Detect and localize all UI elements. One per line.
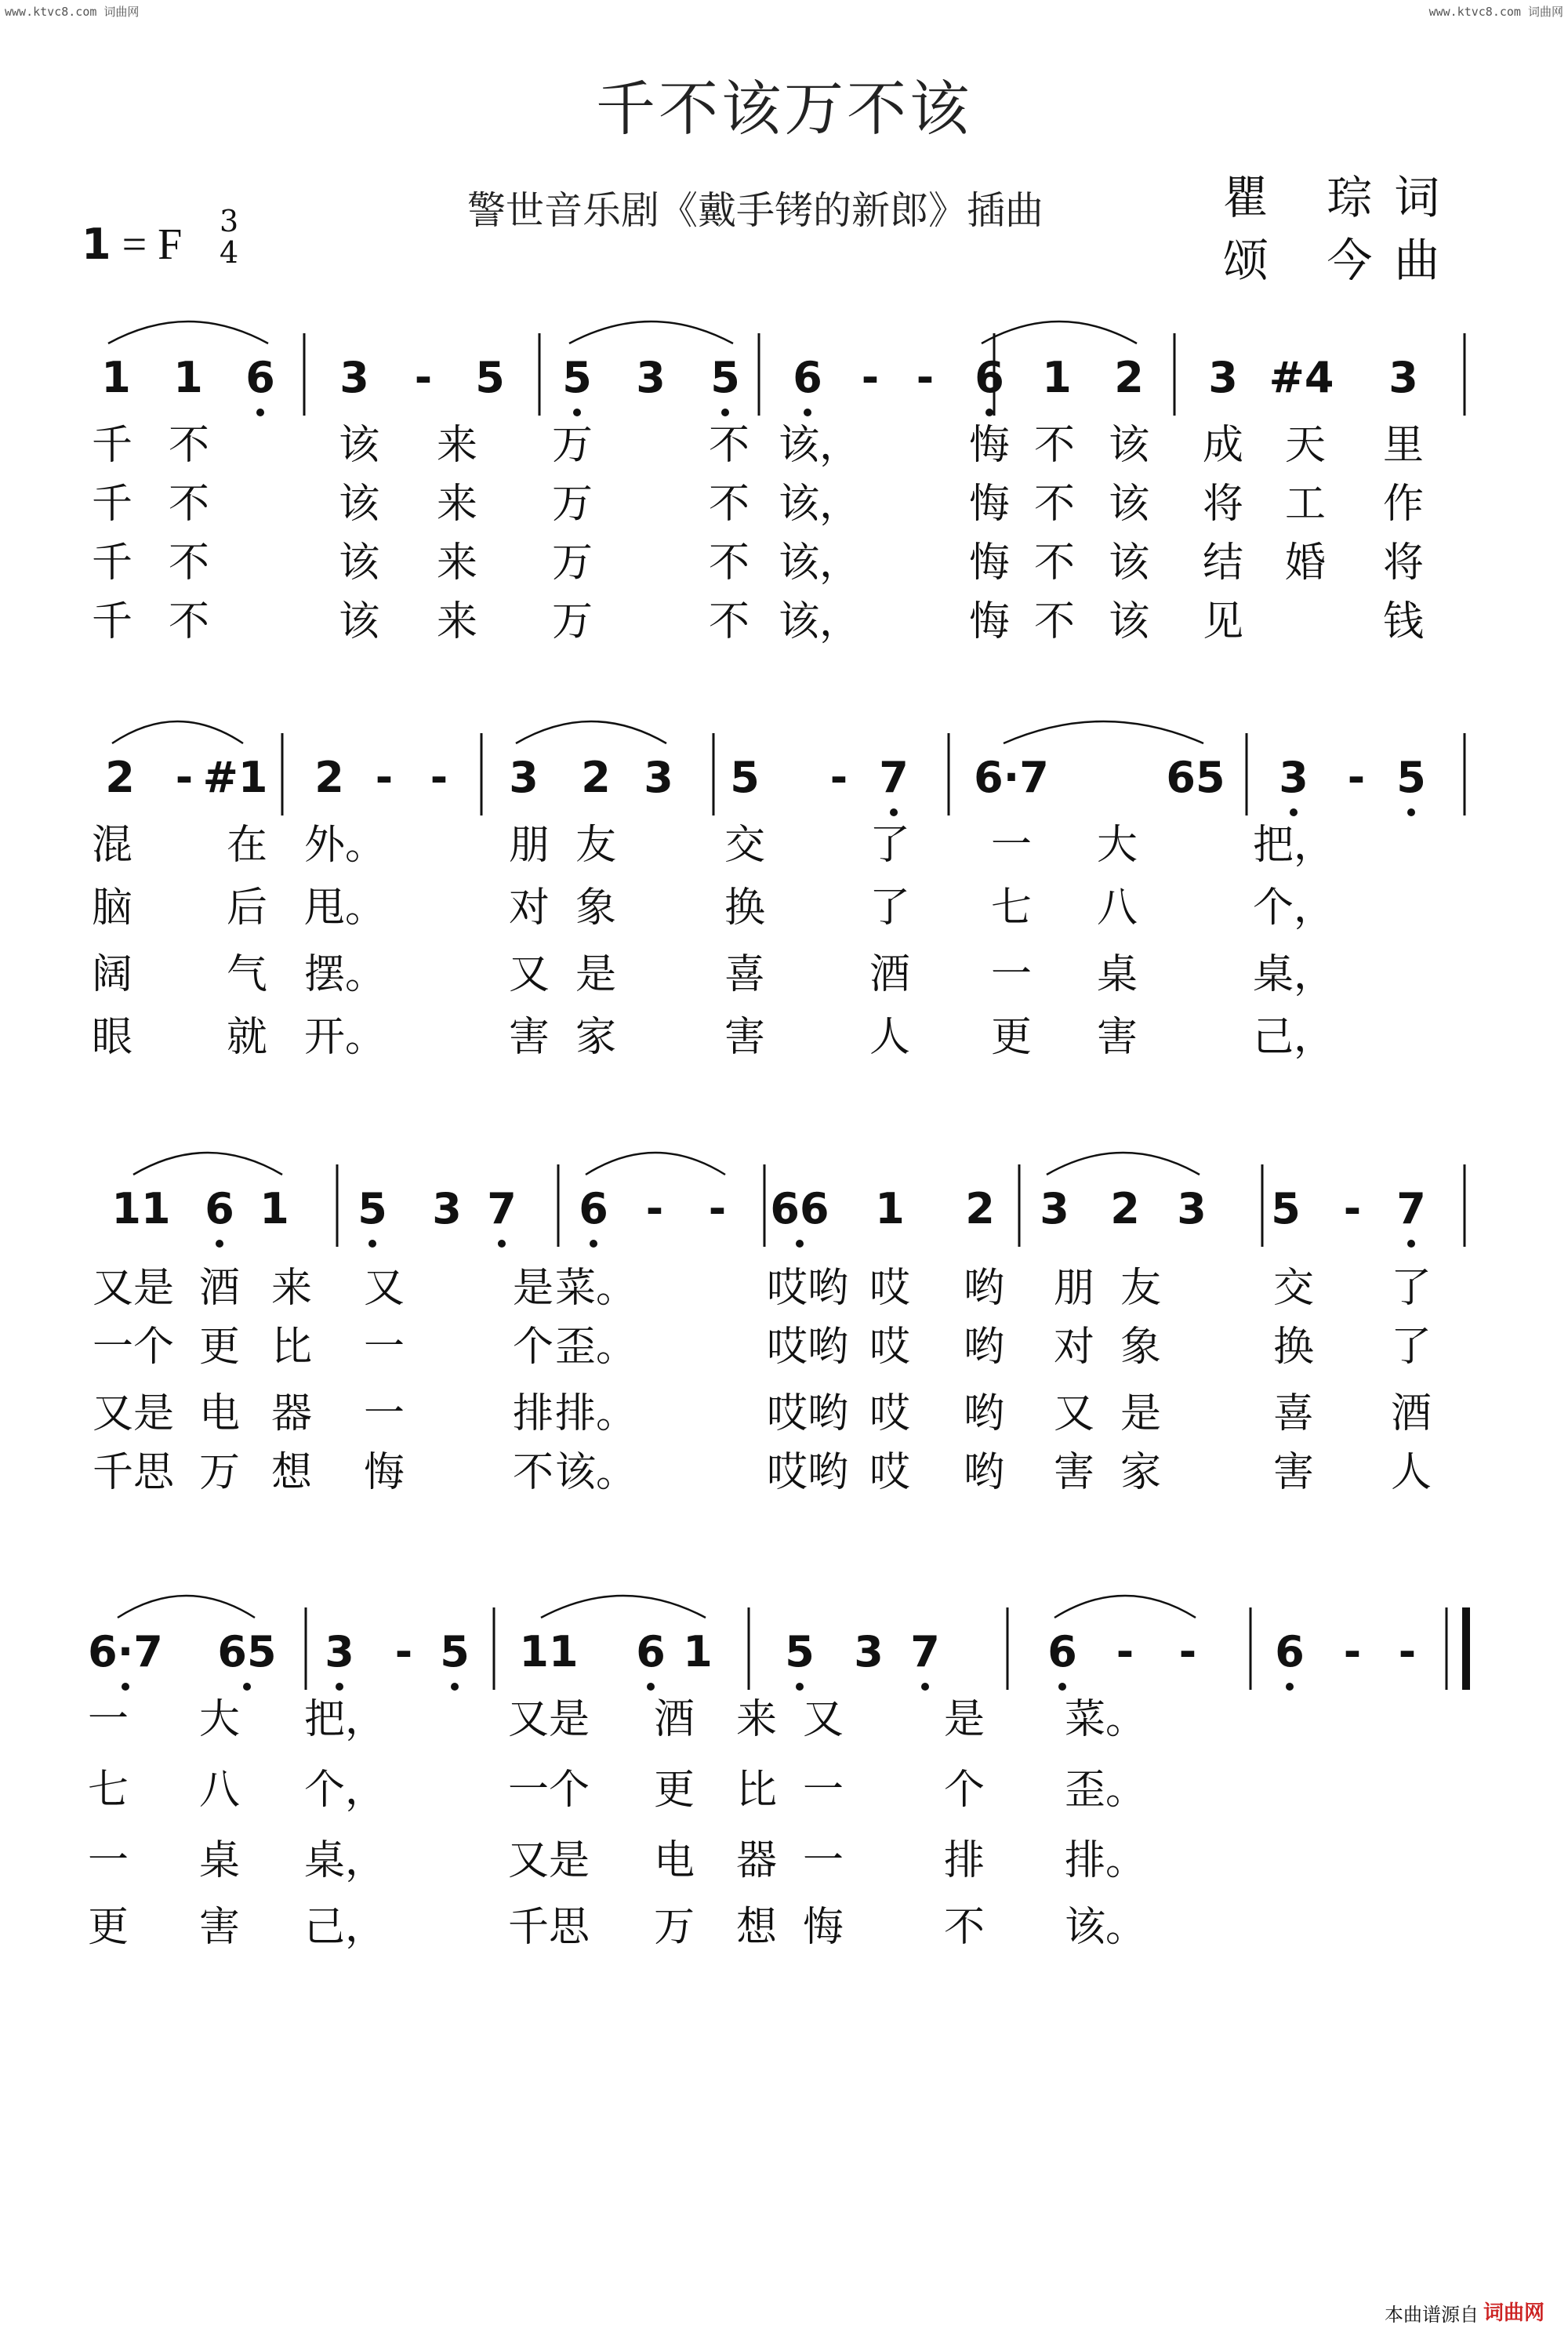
lyric-syllable: 不 bbox=[168, 481, 210, 528]
note: - bbox=[375, 753, 394, 802]
lyric-syllable: 己， bbox=[303, 1904, 387, 1951]
lyric-syllable: 悔 bbox=[968, 539, 1011, 587]
lyric-syllable: 一 bbox=[802, 1837, 844, 1884]
lyric-syllable: 该 bbox=[338, 539, 380, 587]
lyric-syllable: 桌， bbox=[303, 1837, 387, 1884]
lyric-syllable: 是 bbox=[575, 951, 617, 998]
note: - bbox=[1116, 1627, 1134, 1676]
lyric-syllable: 来 bbox=[735, 1696, 778, 1743]
note: 2 bbox=[1110, 1184, 1140, 1233]
watermark-left: www.ktvc8.com 词曲网 bbox=[5, 5, 140, 19]
note: 2 bbox=[1114, 353, 1144, 402]
lyric-syllable: 七 bbox=[990, 884, 1033, 932]
time-signature-top: 3 bbox=[220, 204, 239, 238]
lyric-syllable: 人 bbox=[869, 1014, 911, 1061]
lyric-syllable: 千思 bbox=[92, 1449, 175, 1496]
slur bbox=[1004, 721, 1203, 743]
note: 7 bbox=[487, 1184, 517, 1233]
slur bbox=[1054, 1596, 1196, 1618]
note: 2 bbox=[105, 753, 135, 802]
lyric-syllable: 外。 bbox=[303, 822, 387, 869]
note: 5 bbox=[440, 1627, 470, 1676]
note: 6 bbox=[793, 353, 822, 402]
lyric-syllable: 钱 bbox=[1382, 598, 1425, 645]
lyric-syllable: 个， bbox=[1252, 884, 1335, 932]
lyric-syllable: 气 bbox=[226, 951, 268, 998]
lyric-syllable: 一 bbox=[363, 1324, 405, 1371]
octave-dot bbox=[498, 1240, 506, 1248]
octave-dot bbox=[243, 1683, 251, 1691]
lyric-syllable: 千 bbox=[91, 539, 133, 587]
note: 1 bbox=[260, 1184, 289, 1233]
octave-dot bbox=[1058, 1683, 1066, 1691]
lyric-syllable: 哟 bbox=[963, 1449, 1005, 1496]
note: 3 bbox=[854, 1627, 884, 1676]
note: - bbox=[1343, 1184, 1362, 1233]
note: - bbox=[175, 753, 194, 802]
lyric-syllable: 万 bbox=[551, 481, 593, 528]
lyric-syllable: 摆。 bbox=[303, 951, 387, 998]
key-name: = F bbox=[111, 220, 183, 269]
octave-dot bbox=[796, 1683, 804, 1691]
note: 66 bbox=[770, 1184, 829, 1233]
lyric-syllable: 哎哟 bbox=[766, 1265, 849, 1312]
octave-dot bbox=[647, 1683, 655, 1691]
octave-dot bbox=[985, 409, 993, 416]
lyric-syllable: 见 bbox=[1202, 598, 1244, 645]
note: - bbox=[394, 1627, 413, 1676]
octave-dot bbox=[256, 409, 264, 416]
lyric-syllable: 来 bbox=[436, 481, 478, 528]
lyric-syllable: 了 bbox=[869, 884, 911, 932]
lyric-syllable: 排 bbox=[943, 1837, 985, 1884]
lyric-syllable: 不 bbox=[1033, 422, 1076, 469]
note: - bbox=[708, 1184, 727, 1233]
lyric-syllable: 该 bbox=[1108, 539, 1150, 587]
lyric-syllable: 朋 bbox=[1053, 1265, 1095, 1312]
lyric-syllable: 万 bbox=[551, 598, 593, 645]
note: 5 bbox=[1396, 753, 1426, 802]
octave-dot bbox=[368, 1240, 376, 1248]
lyric-syllable: 不 bbox=[168, 598, 210, 645]
note: 6 bbox=[205, 1184, 234, 1233]
lyric-syllable: 八 bbox=[198, 1767, 241, 1814]
lyric-syllable: 酒 bbox=[869, 951, 911, 998]
lyric-syllable: 害 bbox=[1272, 1449, 1315, 1496]
footer-site: 词曲网 bbox=[1483, 2301, 1545, 2325]
lyric-syllable: 一 bbox=[990, 822, 1033, 869]
lyric-syllable: 更 bbox=[198, 1324, 241, 1371]
lyric-syllable: 该， bbox=[778, 539, 861, 587]
lyric-syllable: 害 bbox=[724, 1014, 766, 1061]
note: 6 bbox=[579, 1184, 608, 1233]
footer-source: 本曲谱源自 bbox=[1385, 2304, 1479, 2326]
slur bbox=[516, 721, 666, 743]
lyric-syllable: 哟 bbox=[963, 1390, 1005, 1437]
note: - bbox=[645, 1184, 664, 1233]
lyric-syllable: 脑 bbox=[91, 884, 133, 932]
lyric-syllable: 万 bbox=[551, 422, 593, 469]
note: 5 bbox=[562, 353, 592, 402]
lyric-syllable: 婚 bbox=[1284, 539, 1327, 587]
lyric-syllable: 该 bbox=[338, 598, 380, 645]
lyric-syllable: 是 bbox=[1120, 1390, 1162, 1437]
lyric-syllable: 又 bbox=[508, 951, 550, 998]
lyric-syllable: 桌 bbox=[1096, 951, 1138, 998]
lyric-syllable: 对 bbox=[1053, 1324, 1095, 1371]
lyric-syllable: 象 bbox=[1120, 1324, 1162, 1371]
note: - bbox=[414, 353, 433, 402]
lyric-syllable: 更 bbox=[87, 1904, 129, 1951]
lyric-syllable: 悔 bbox=[363, 1449, 405, 1496]
note: 6 bbox=[975, 353, 1004, 402]
slur bbox=[112, 721, 243, 743]
slur bbox=[586, 1153, 725, 1175]
lyric-syllable: 大 bbox=[198, 1696, 241, 1743]
note: - bbox=[861, 353, 880, 402]
lyric-syllable: 该， bbox=[778, 598, 861, 645]
lyric-syllable: 悔 bbox=[968, 598, 1011, 645]
note: 3 bbox=[1040, 1184, 1069, 1233]
lyric-syllable: 哎 bbox=[869, 1324, 911, 1371]
lyric-syllable: 朋 bbox=[508, 822, 550, 869]
lyric-syllable: 更 bbox=[990, 1014, 1033, 1061]
lyric-syllable: 该 bbox=[1108, 598, 1150, 645]
note: 6·7 bbox=[88, 1627, 163, 1676]
octave-dot bbox=[336, 1683, 343, 1691]
lyric-syllable: 象 bbox=[575, 884, 617, 932]
slur bbox=[108, 321, 268, 343]
note: 5 bbox=[475, 353, 505, 402]
lyric-syllable: 千思 bbox=[507, 1904, 590, 1951]
lyric-syllable: 酒 bbox=[1390, 1390, 1432, 1437]
lyric-syllable: 结 bbox=[1202, 539, 1244, 587]
lyric-syllable: 桌 bbox=[198, 1837, 241, 1884]
lyric-syllable: 喜 bbox=[1272, 1390, 1315, 1437]
lyric-syllable: 来 bbox=[270, 1265, 313, 1312]
lyric-syllable: 害 bbox=[1096, 1014, 1138, 1061]
note: 5 bbox=[358, 1184, 387, 1233]
lyric-syllable: 不 bbox=[1033, 539, 1076, 587]
lyric-syllable: 己， bbox=[1252, 1014, 1335, 1061]
note: 6 bbox=[1047, 1627, 1077, 1676]
note: 6 bbox=[636, 1627, 666, 1676]
lyric-syllable: 又是 bbox=[507, 1837, 590, 1884]
lyric-syllable: 来 bbox=[436, 598, 478, 645]
octave-dot bbox=[216, 1240, 223, 1248]
lyric-syllable: 友 bbox=[1120, 1265, 1162, 1312]
octave-dot bbox=[1407, 808, 1415, 816]
lyric-syllable: 就 bbox=[226, 1014, 268, 1061]
lyric-syllable: 将 bbox=[1382, 539, 1425, 587]
lyric-syllable: 想 bbox=[270, 1449, 313, 1496]
lyric-syllable: 不 bbox=[1033, 481, 1076, 528]
note: 6 bbox=[245, 353, 275, 402]
lyric-syllable: 不 bbox=[943, 1904, 985, 1951]
lyric-syllable: 哎 bbox=[869, 1265, 911, 1312]
lyric-syllable: 又 bbox=[1053, 1390, 1095, 1437]
lyric-syllable: 电 bbox=[198, 1390, 241, 1437]
note: - bbox=[1178, 1627, 1197, 1676]
lyric-syllable: 比 bbox=[270, 1324, 313, 1371]
lyric-syllable: 了 bbox=[1390, 1265, 1432, 1312]
note: - bbox=[829, 753, 848, 802]
octave-dot bbox=[1290, 808, 1298, 816]
lyric-syllable: 不 bbox=[708, 481, 750, 528]
lyric-syllable: 害 bbox=[1053, 1449, 1095, 1496]
lyric-syllable: 该 bbox=[338, 481, 380, 528]
lyric-syllable: 作 bbox=[1382, 481, 1425, 528]
lyric-syllable: 友 bbox=[575, 822, 617, 869]
lyric-syllable: 万 bbox=[551, 539, 593, 587]
lyric-syllable: 又是 bbox=[92, 1390, 175, 1437]
lyric-syllable: 歪。 bbox=[554, 1324, 637, 1371]
lyric-syllable: 该 bbox=[338, 422, 380, 469]
lyric-syllable: 不 bbox=[708, 598, 750, 645]
lyric-syllable: 排。 bbox=[554, 1390, 637, 1437]
lyric-syllable: 换 bbox=[1272, 1324, 1315, 1371]
lyric-syllable: 开。 bbox=[303, 1014, 387, 1061]
lyric-syllable: 一 bbox=[363, 1390, 405, 1437]
note: 3 bbox=[339, 353, 369, 402]
lyric-syllable: 交 bbox=[724, 822, 766, 869]
lyric-syllable: 哎 bbox=[869, 1449, 911, 1496]
note: - bbox=[1347, 753, 1366, 802]
note: #4 bbox=[1269, 353, 1334, 402]
lyric-syllable: 该。 bbox=[554, 1449, 637, 1496]
lyric-syllable: 把， bbox=[1252, 822, 1335, 869]
lyric-syllable: 眼 bbox=[91, 1014, 133, 1061]
note: 7 bbox=[1396, 1184, 1426, 1233]
lyric-syllable: 又是 bbox=[507, 1696, 590, 1743]
lyric-syllable: 不 bbox=[168, 539, 210, 587]
lyric-syllable: 哟 bbox=[963, 1265, 1005, 1312]
note: 65 bbox=[1166, 753, 1225, 802]
lyric-syllable: 该。 bbox=[1064, 1904, 1147, 1951]
lyric-syllable: 阔 bbox=[91, 951, 133, 998]
lyricist-credit: 瞿 琮词 bbox=[1223, 171, 1462, 224]
note: 7 bbox=[879, 753, 909, 802]
composer-credit: 颂 今曲 bbox=[1223, 234, 1462, 287]
lyric-syllable: 排 bbox=[512, 1390, 554, 1437]
lyric-syllable: 家 bbox=[1120, 1449, 1162, 1496]
note: #1 bbox=[202, 753, 268, 802]
lyric-syllable: 哎哟 bbox=[766, 1324, 849, 1371]
slur bbox=[541, 1596, 706, 1618]
lyric-syllable: 个， bbox=[303, 1767, 387, 1814]
watermark-right: www.ktvc8.com 词曲网 bbox=[1428, 5, 1563, 19]
octave-dot bbox=[796, 1240, 804, 1248]
lyric-syllable: 哎哟 bbox=[766, 1390, 849, 1437]
lyric-syllable: 万 bbox=[653, 1904, 695, 1951]
note: 3 bbox=[509, 753, 539, 802]
note: 3 bbox=[1279, 753, 1308, 802]
lyric-syllable: 哎哟 bbox=[766, 1449, 849, 1496]
note: 6·7 bbox=[974, 753, 1049, 802]
lyric-syllable: 该， bbox=[778, 422, 861, 469]
lyric-syllable: 桌， bbox=[1252, 951, 1335, 998]
lyric-syllable: 千 bbox=[91, 422, 133, 469]
lyric-syllable: 悔 bbox=[968, 422, 1011, 469]
octave-dot bbox=[921, 1683, 929, 1691]
note: 2 bbox=[314, 753, 344, 802]
note: 3 bbox=[644, 753, 673, 802]
lyric-syllable: 该 bbox=[1108, 481, 1150, 528]
lyric-syllable: 混 bbox=[91, 822, 133, 869]
lyric-syllable: 是 bbox=[512, 1265, 554, 1312]
lyric-syllable: 菜。 bbox=[1064, 1696, 1147, 1743]
lyric-syllable: 后 bbox=[226, 884, 268, 932]
lyric-syllable: 个 bbox=[512, 1324, 554, 1371]
lyric-syllable: 七 bbox=[87, 1767, 129, 1814]
lyric-syllable: 不 bbox=[168, 422, 210, 469]
note: 1 bbox=[1042, 353, 1072, 402]
octave-dot bbox=[1407, 1240, 1415, 1248]
lyric-syllable: 电 bbox=[653, 1837, 695, 1884]
lyric-syllable: 个 bbox=[943, 1767, 985, 1814]
lyric-syllable: 在 bbox=[226, 822, 268, 869]
lyric-syllable: 不 bbox=[708, 422, 750, 469]
lyric-syllable: 大 bbox=[1096, 822, 1138, 869]
song-subtitle: 警世音乐剧《戴手铐的新郎》插曲 bbox=[467, 188, 1044, 233]
note: 3 bbox=[636, 353, 666, 402]
lyric-syllable: 把， bbox=[303, 1696, 387, 1743]
octave-dot bbox=[122, 1683, 129, 1691]
note: 5 bbox=[1271, 1184, 1301, 1233]
lyric-syllable: 了 bbox=[869, 822, 911, 869]
octave-dot bbox=[804, 409, 811, 416]
note: 1 bbox=[173, 353, 203, 402]
lyric-syllable: 酒 bbox=[198, 1265, 241, 1312]
note: 5 bbox=[730, 753, 760, 802]
lyric-syllable: 一 bbox=[87, 1837, 129, 1884]
note: 5 bbox=[710, 353, 740, 402]
lyric-syllable: 一 bbox=[990, 951, 1033, 998]
lyric-syllable: 万 bbox=[198, 1449, 241, 1496]
lyric-syllable: 天 bbox=[1284, 422, 1327, 469]
note: 3 bbox=[1388, 353, 1418, 402]
note: 5 bbox=[785, 1627, 815, 1676]
note: 11 bbox=[519, 1627, 579, 1676]
octave-dot bbox=[890, 808, 898, 816]
slur bbox=[118, 1596, 255, 1618]
lyric-syllable: 一个 bbox=[507, 1767, 590, 1814]
note: 1 bbox=[683, 1627, 713, 1676]
lyric-syllable: 不 bbox=[1033, 598, 1076, 645]
note: - bbox=[1398, 1627, 1417, 1676]
lyric-syllable: 里 bbox=[1382, 422, 1425, 469]
note: 3 bbox=[432, 1184, 462, 1233]
lyric-syllable: 千 bbox=[91, 481, 133, 528]
lyric-syllable: 家 bbox=[575, 1014, 617, 1061]
lyric-syllable: 一个 bbox=[92, 1324, 175, 1371]
lyric-syllable: 排。 bbox=[1064, 1837, 1147, 1884]
lyric-syllable: 歪。 bbox=[1064, 1767, 1147, 1814]
lyric-syllable: 八 bbox=[1096, 884, 1138, 932]
lyric-syllable: 该 bbox=[1108, 422, 1150, 469]
lyric-syllable: 器 bbox=[270, 1390, 313, 1437]
note: 1 bbox=[875, 1184, 905, 1233]
lyric-syllable: 是 bbox=[943, 1696, 985, 1743]
octave-dot bbox=[573, 409, 581, 416]
note: 2 bbox=[965, 1184, 995, 1233]
note: - bbox=[430, 753, 448, 802]
slur bbox=[1047, 1153, 1200, 1175]
lyric-syllable: 工 bbox=[1284, 481, 1327, 528]
octave-dot bbox=[590, 1240, 597, 1248]
lyric-syllable: 酒 bbox=[653, 1696, 695, 1743]
lyric-syllable: 对 bbox=[508, 884, 550, 932]
lyric-syllable: 来 bbox=[436, 422, 478, 469]
lyric-syllable: 换 bbox=[724, 884, 766, 932]
note: - bbox=[916, 353, 935, 402]
note: - bbox=[1343, 1627, 1362, 1676]
slur bbox=[982, 321, 1137, 343]
slur bbox=[133, 1153, 282, 1175]
octave-dot bbox=[1286, 1683, 1294, 1691]
note: 3 bbox=[1177, 1184, 1207, 1233]
lyric-syllable: 悔 bbox=[968, 481, 1011, 528]
song-title: 千不该万不该 bbox=[596, 74, 972, 143]
lyric-syllable: 哟 bbox=[963, 1324, 1005, 1371]
lyric-syllable: 一 bbox=[87, 1696, 129, 1743]
lyric-syllable: 不 bbox=[512, 1449, 554, 1496]
lyric-syllable: 器 bbox=[735, 1837, 778, 1884]
lyric-syllable: 甩。 bbox=[303, 884, 387, 932]
note: 3 bbox=[325, 1627, 354, 1676]
note: 3 bbox=[1208, 353, 1238, 402]
lyric-syllable: 交 bbox=[1272, 1265, 1315, 1312]
lyric-syllable: 不 bbox=[708, 539, 750, 587]
lyric-syllable: 比 bbox=[735, 1767, 778, 1814]
lyric-syllable: 又是 bbox=[92, 1265, 175, 1312]
lyric-syllable: 该， bbox=[778, 481, 861, 528]
lyric-syllable: 害 bbox=[198, 1904, 241, 1951]
lyric-syllable: 菜。 bbox=[554, 1265, 637, 1312]
lyric-syllable: 一 bbox=[802, 1767, 844, 1814]
lyric-syllable: 害 bbox=[508, 1014, 550, 1061]
lyric-syllable: 成 bbox=[1202, 422, 1244, 469]
lyric-syllable: 喜 bbox=[724, 951, 766, 998]
note: 2 bbox=[581, 753, 611, 802]
lyric-syllable: 更 bbox=[653, 1767, 695, 1814]
lyric-syllable: 又 bbox=[363, 1265, 405, 1312]
lyric-syllable: 来 bbox=[436, 539, 478, 587]
slur bbox=[569, 321, 733, 343]
lyric-syllable: 千 bbox=[91, 598, 133, 645]
octave-dot bbox=[721, 409, 729, 416]
lyric-syllable: 想 bbox=[735, 1904, 778, 1951]
lyric-syllable: 将 bbox=[1202, 481, 1244, 528]
note: 65 bbox=[217, 1627, 277, 1676]
lyric-syllable: 了 bbox=[1390, 1324, 1432, 1371]
key-tonic: 1 bbox=[82, 220, 111, 269]
note: 11 bbox=[111, 1184, 171, 1233]
time-signature-bottom: 4 bbox=[220, 235, 239, 270]
note: 6 bbox=[1275, 1627, 1305, 1676]
lyric-syllable: 又 bbox=[802, 1696, 844, 1743]
lyric-syllable: 悔 bbox=[802, 1904, 844, 1951]
lyric-syllable: 人 bbox=[1390, 1449, 1432, 1496]
note: 7 bbox=[910, 1627, 940, 1676]
octave-dot bbox=[451, 1683, 459, 1691]
lyric-syllable: 哎 bbox=[869, 1390, 911, 1437]
note: 1 bbox=[101, 353, 131, 402]
